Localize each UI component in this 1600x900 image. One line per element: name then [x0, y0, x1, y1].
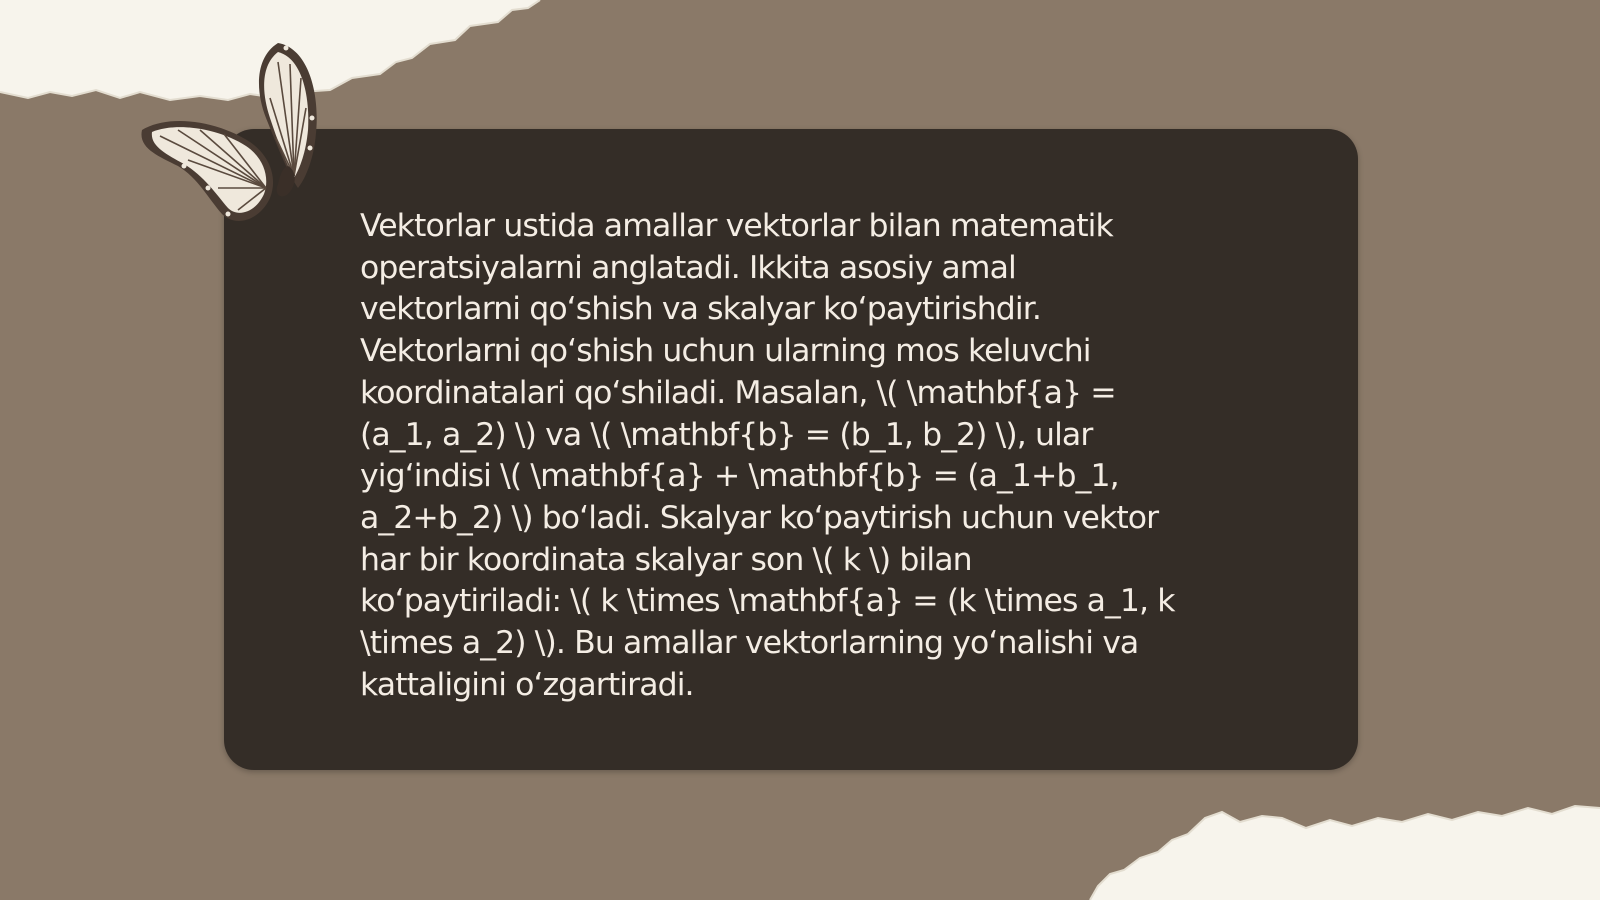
body-text: Vektorlar ustida amallar vektorlar bilan matematik operatsiyalarni anglatadi. Ikkita asosiy amal vektorlarni qo‘shish va skalyar ko‘paytirishdir. Vektorlarni qo‘shish uchun ularning mos keluvchi koordinatalari qo‘shiladi. Masalan, \( \mathbf{a} = (a_1, a_2) \) va \( \mathbf{b} = (b_1, b_2) \), ular yig‘indisi \( \mathbf{a} + \mathbf{b} = (a_1+b_1, a_2+b_2) \) bo‘ladi. Skalyar ko‘paytirish uchun vektor har bir koordinata skalyar son \( k \) bilan ko‘paytiriladi: \( k \times \mathbf{a} = (k \times a_1, k \times a_2) \). Bu amallar vektorlarning yo‘nalishi va kattaligini o‘zgartiradi.: [360, 208, 1175, 703]
butterfly-icon: [138, 38, 338, 228]
torn-paper-bottom-right: [1090, 806, 1600, 900]
